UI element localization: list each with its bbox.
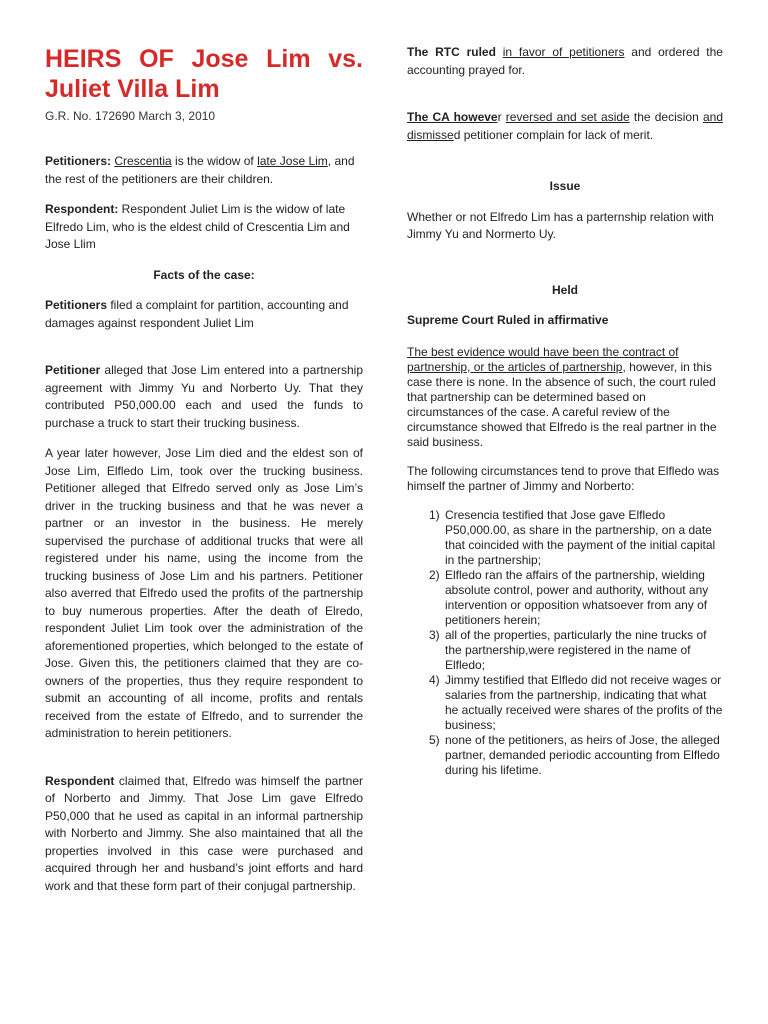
rtc-label: The RTC ruled: [407, 45, 496, 59]
respondent-text: Respondent Juliet Lim is the widow of late Elfredo Lim, who is the eldest child of Crescentia Lim and Jose Llim: [45, 202, 350, 251]
best-evidence-rest: , however, in this case there is none. In the absence of such, the court ruled that partnership can be determined based on circumstances of the case. A careful review of the circumstance showed that Elfredo is the real partner in the said business.: [407, 359, 717, 449]
sc-ruling: Supreme Court Ruled in affirmative: [407, 313, 609, 327]
circumstances-list: [407, 508, 723, 778]
allegation-label: Petitioner: [45, 363, 101, 377]
allegation-text: alleged that Jose Lim entered into a partnership agreement with Jimmy Yu and Norberto Uy. That they contributed P50,000.00 each and used the funds to purchase a truck to start their trucking business.: [45, 363, 363, 430]
left-column: [45, 44, 363, 895]
list-item: 3) all of the properties, particularly the nine trucks of the partnership,were registered in the name of Elfledo;: [429, 627, 707, 672]
list-item: 5) none of the petitioners, as heirs of Jose, the alleged partner, demanded periodic accounting from Elfledo during his lifetime.: [429, 732, 720, 777]
petitioners-paragraph: [45, 153, 363, 188]
issue-text: Whether or not Elfredo Lim has a parternship relation with Jimmy Yu and Normerto Uy.: [407, 209, 714, 241]
issue-heading: Issue: [549, 179, 581, 193]
ca-mid: the decision: [629, 110, 703, 124]
complaint-paragraph: [45, 297, 363, 332]
best-evidence-underlined: The best evidence would have been the contract of partnership, or the articles of partnership: [407, 344, 679, 374]
respondent-claim-paragraph: [45, 773, 363, 896]
rtc-paragraph: [407, 44, 723, 79]
petitioners-mid: is the widow of: [171, 154, 258, 168]
ca-dismiss: and dismisse: [407, 110, 723, 142]
respondent-claim-text: claimed that, Elfredo was himself the partner of Norberto and Jimmy. That Jose Lim gave Elfredo P50,000 that he used as capital in an informal partnership with Norberto and Jimmy. She also maintained that all the properties involved in this case were purchased and acquired through her and husband’s joint efforts and hard work and that these form part of their conjugal partnership.: [45, 773, 363, 893]
complaint-text: filed a complaint for partition, accounting and damages against respondent Juliet Lim: [45, 298, 349, 330]
ca-paragraph: [407, 109, 723, 144]
right-column: [407, 44, 723, 778]
circumstances-intro: The following circumstances tend to prove that Elfledo was himself the partner of Jimmy and Norberto:: [407, 463, 720, 493]
case-title: HEIRS OF Jose Lim vs. Juliet Villa Lim: [45, 45, 363, 103]
respondent-label: Respondent:: [45, 202, 119, 216]
late-jose-lim: late Jose Lim: [257, 154, 328, 168]
best-evidence-paragraph: [407, 345, 723, 450]
petitioners-rest: , and the rest of the petitioners are their children.: [45, 154, 355, 186]
respondent-paragraph: [45, 201, 363, 254]
case-number: G.R. No. 172690 March 3, 2010: [45, 109, 216, 123]
list-item: 1) Cresencia testified that Jose gave Elfledo P50,000.00, as share in the partnership, on a date that coincided with the payment of the initial capital in the partnership;: [429, 507, 716, 567]
ca-label-end: r: [497, 110, 502, 124]
year-later-paragraph: A year later however, Jose Lim died and the eldest son of Jose Lim, Elfledo Lim, took over the trucking business. Petitioner alleged that Elfredo served only as Jose Lim’s driver in the trucking business and that he was never a partner or an investor in the business. He merely supervised the purchase of additional trucks that were all registered under his name, using the income from the trucking business of Jose Lim and his partners. Petitioner also averred that Elfredo used the profits of the partnership to buy numerous properties. After the death of Elredo, respondent Juliet Lim took over the administration of the aforementioned properties, which belonged to the estate of Jose. Given this, the petitioners claimed that they are co-owners of the properties, thus they require respondent to submit an accounting of all income, profits and rentals received from the estate of Elfredo, and to surrender the administration to herein petitioners.: [45, 446, 363, 740]
allegation-paragraph: [45, 362, 363, 432]
rtc-rest: and ordered the accounting prayed for.: [407, 45, 723, 77]
petitioner-name: Crescentia: [114, 154, 172, 168]
facts-heading: Facts of the case:: [153, 267, 255, 282]
rtc-ruling: in favor of petitioners: [502, 45, 625, 59]
ca-ruling: reversed and set aside: [505, 110, 630, 124]
list-item: 2) Elfledo ran the affairs of the partnership, wielding absolute control, power and authority, without any intervention or opposition whatsoever from any of petitioners herein;: [429, 567, 709, 627]
complaint-label: Petitioners: [45, 298, 108, 312]
held-heading: Held: [551, 282, 578, 297]
list-item: 4) Jimmy testified that Elfledo did not receive wages or salaries from the partnership, indicating that what he actually received were shares of the profits of the business;: [429, 672, 723, 732]
ca-label: The CA howeve: [407, 110, 498, 124]
respondent-claim-label: Respondent: [45, 773, 115, 788]
ca-rest: d petitioner complain for lack of merit.: [453, 127, 654, 142]
petitioners-label: Petitioners:: [45, 154, 112, 168]
